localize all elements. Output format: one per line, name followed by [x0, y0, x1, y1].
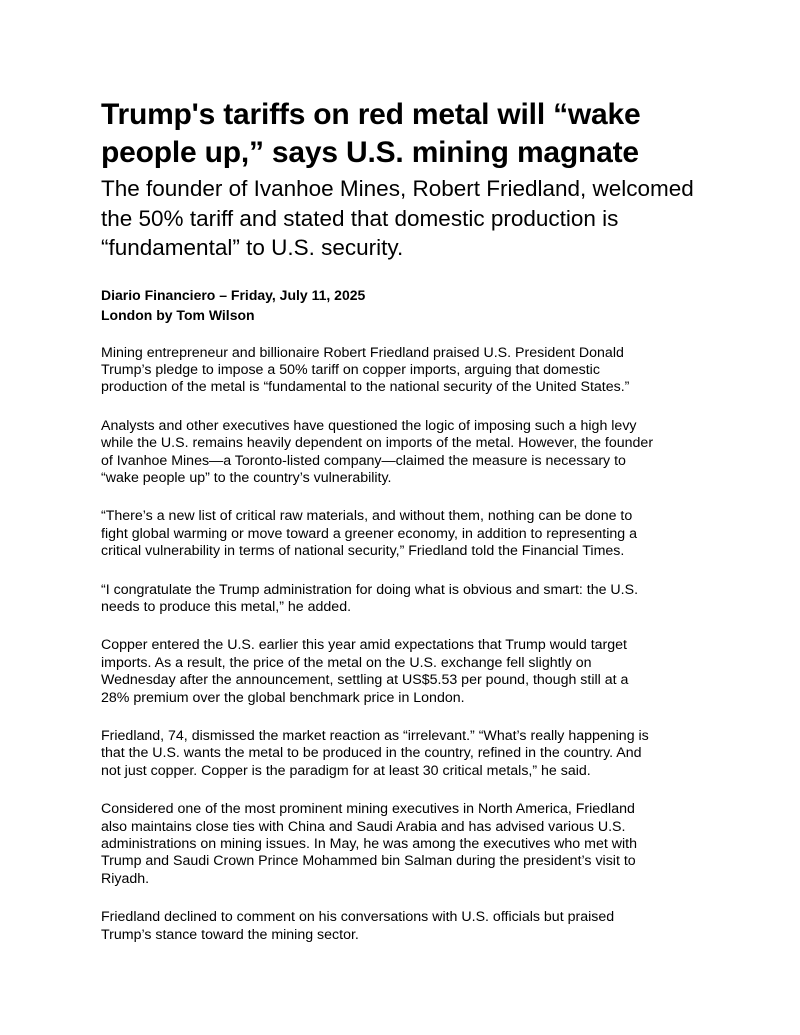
- paragraph: “I congratulate the Trump administration for doing what is obvious and smart: the U.S. needs to produce this metal,” he added.: [101, 581, 639, 615]
- byline: [101, 285, 701, 325]
- paragraph: “There’s a new list of critical raw materials, and without them, nothing can be done to fight global warming or move toward a greener economy, in addition to representing a critical vulnerability in terms of national security,” Friedland told the Financial Times.: [101, 508, 638, 560]
- paragraph: Copper entered the U.S. earlier this year amid expectations that Trump would target imports. As a result, the price of the metal on the U.S. exchange fell slightly on Wednesday after the announcement, settling at US$5.53 per pound, though still at a 28% premium over the global benchmark price in London.: [101, 637, 629, 706]
- author-line: London by Tom Wilson: [101, 306, 255, 323]
- paragraph: Mining entrepreneur and billionaire Robert Friedland praised U.S. President Donald Trump’s pledge to impose a 50% tariff on copper imports, arguing that domestic production of the metal is “fundamental to the national security of the United States.”: [101, 344, 630, 396]
- paragraph: Analysts and other executives have questioned the logic of imposing such a high levy while the U.S. remains heavily dependent on imports of the metal. However, the founder of Ivanhoe Mines—a Toronto-listed company—claimed the measure is necessary to “wake people up” to the country’s vulnerability.: [101, 417, 654, 486]
- subheadline: The founder of Ivanhoe Mines, Robert Friedland, welcomed the 50% tariff and stated that domestic production is “fundamental” to U.S. security.: [101, 176, 694, 260]
- paragraph: Friedland, 74, dismissed the market reaction as “irrelevant.” “What’s really happening is that the U.S. wants the metal to be produced in the country, refined in the country. And not just copper. Copper is the paradigm for at least 30 critical metals,” he said.: [101, 728, 649, 779]
- article-body: [101, 345, 701, 945]
- article: [101, 96, 701, 965]
- paragraph: Friedland declined to comment on his conversations with U.S. officials but praised Trump’s stance toward the mining sector.: [101, 909, 615, 943]
- paragraph: Considered one of the most prominent mining executives in North America, Friedland also maintains close ties with China and Saudi Arabia and has advised various U.S. administrations on mining issues. In May, he was among the executives who met with Trump and Saudi Crown Prince Mohammed bin Salman during the president’s visit to Riyadh.: [101, 801, 637, 887]
- source-line: Diario Financiero – Friday, July 11, 2025: [101, 286, 366, 303]
- headline: Trump's tariffs on red metal will “wake people up,” says U.S. mining magnate: [101, 98, 641, 169]
